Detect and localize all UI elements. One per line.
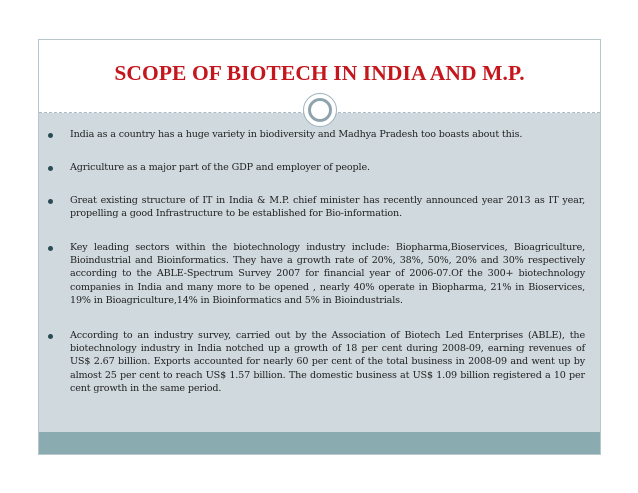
bullet-text: According to an industry survey, carried out by the Association of Biotech Led Enterprises (ABLE), the biotechnology industry in India notched up a growth of 18 per cent during 2008-09, earning revenues of US$ 2.67 billion. Exports accounted for nearly 60 per cent of the total business in 2008-09 and went up by almost 25 per cent to reach US$ 1.57 billion. The domestic business at US$ 1.09 billion registered a 10 per cent growth in the same period. [70, 330, 585, 394]
bullet-text: India as a country has a huge variety in biodiversity and Madhya Pradesh too boasts about this. [70, 129, 523, 140]
content-area [39, 113, 600, 433]
bullet-text: Great existing structure of IT in India & M.P. chief minister has recently announced year 2013 as IT year, propelling a good Infrastructure to be established for Bio-information. [70, 195, 585, 220]
bullet-text: Agriculture as a major part of the GDP and employer of people. [70, 162, 370, 173]
slide [38, 39, 601, 455]
bullet-text: Key leading sectors within the biotechnology industry include: Biopharma,Bioservices, Bioagriculture, Bioindustrial and Bioinformatics. They have a growth rate of 20%, 38%, 50%, 20% and 30% respectively according to the ABLE-Spectrum Survey 2007 for financial year of 2006-07.Of the 300+ biotechnology companies in India and many more to be opened , nearly 40% operate in Biopharma, 21% in Bioservices, 19% in Bioagriculture,14% in Bioinformatics and 5% in Bioindustrials. [70, 242, 585, 306]
footer-band [39, 432, 600, 454]
bullet-icon [48, 334, 53, 339]
bullet-icon [48, 166, 53, 171]
slide-title: SCOPE OF BIOTECH IN INDIA AND M.P. [114, 61, 525, 85]
bullet-icon [48, 133, 53, 138]
divider-circle-icon [303, 93, 337, 127]
bullet-icon [48, 199, 53, 204]
bullet-icon [48, 246, 53, 251]
